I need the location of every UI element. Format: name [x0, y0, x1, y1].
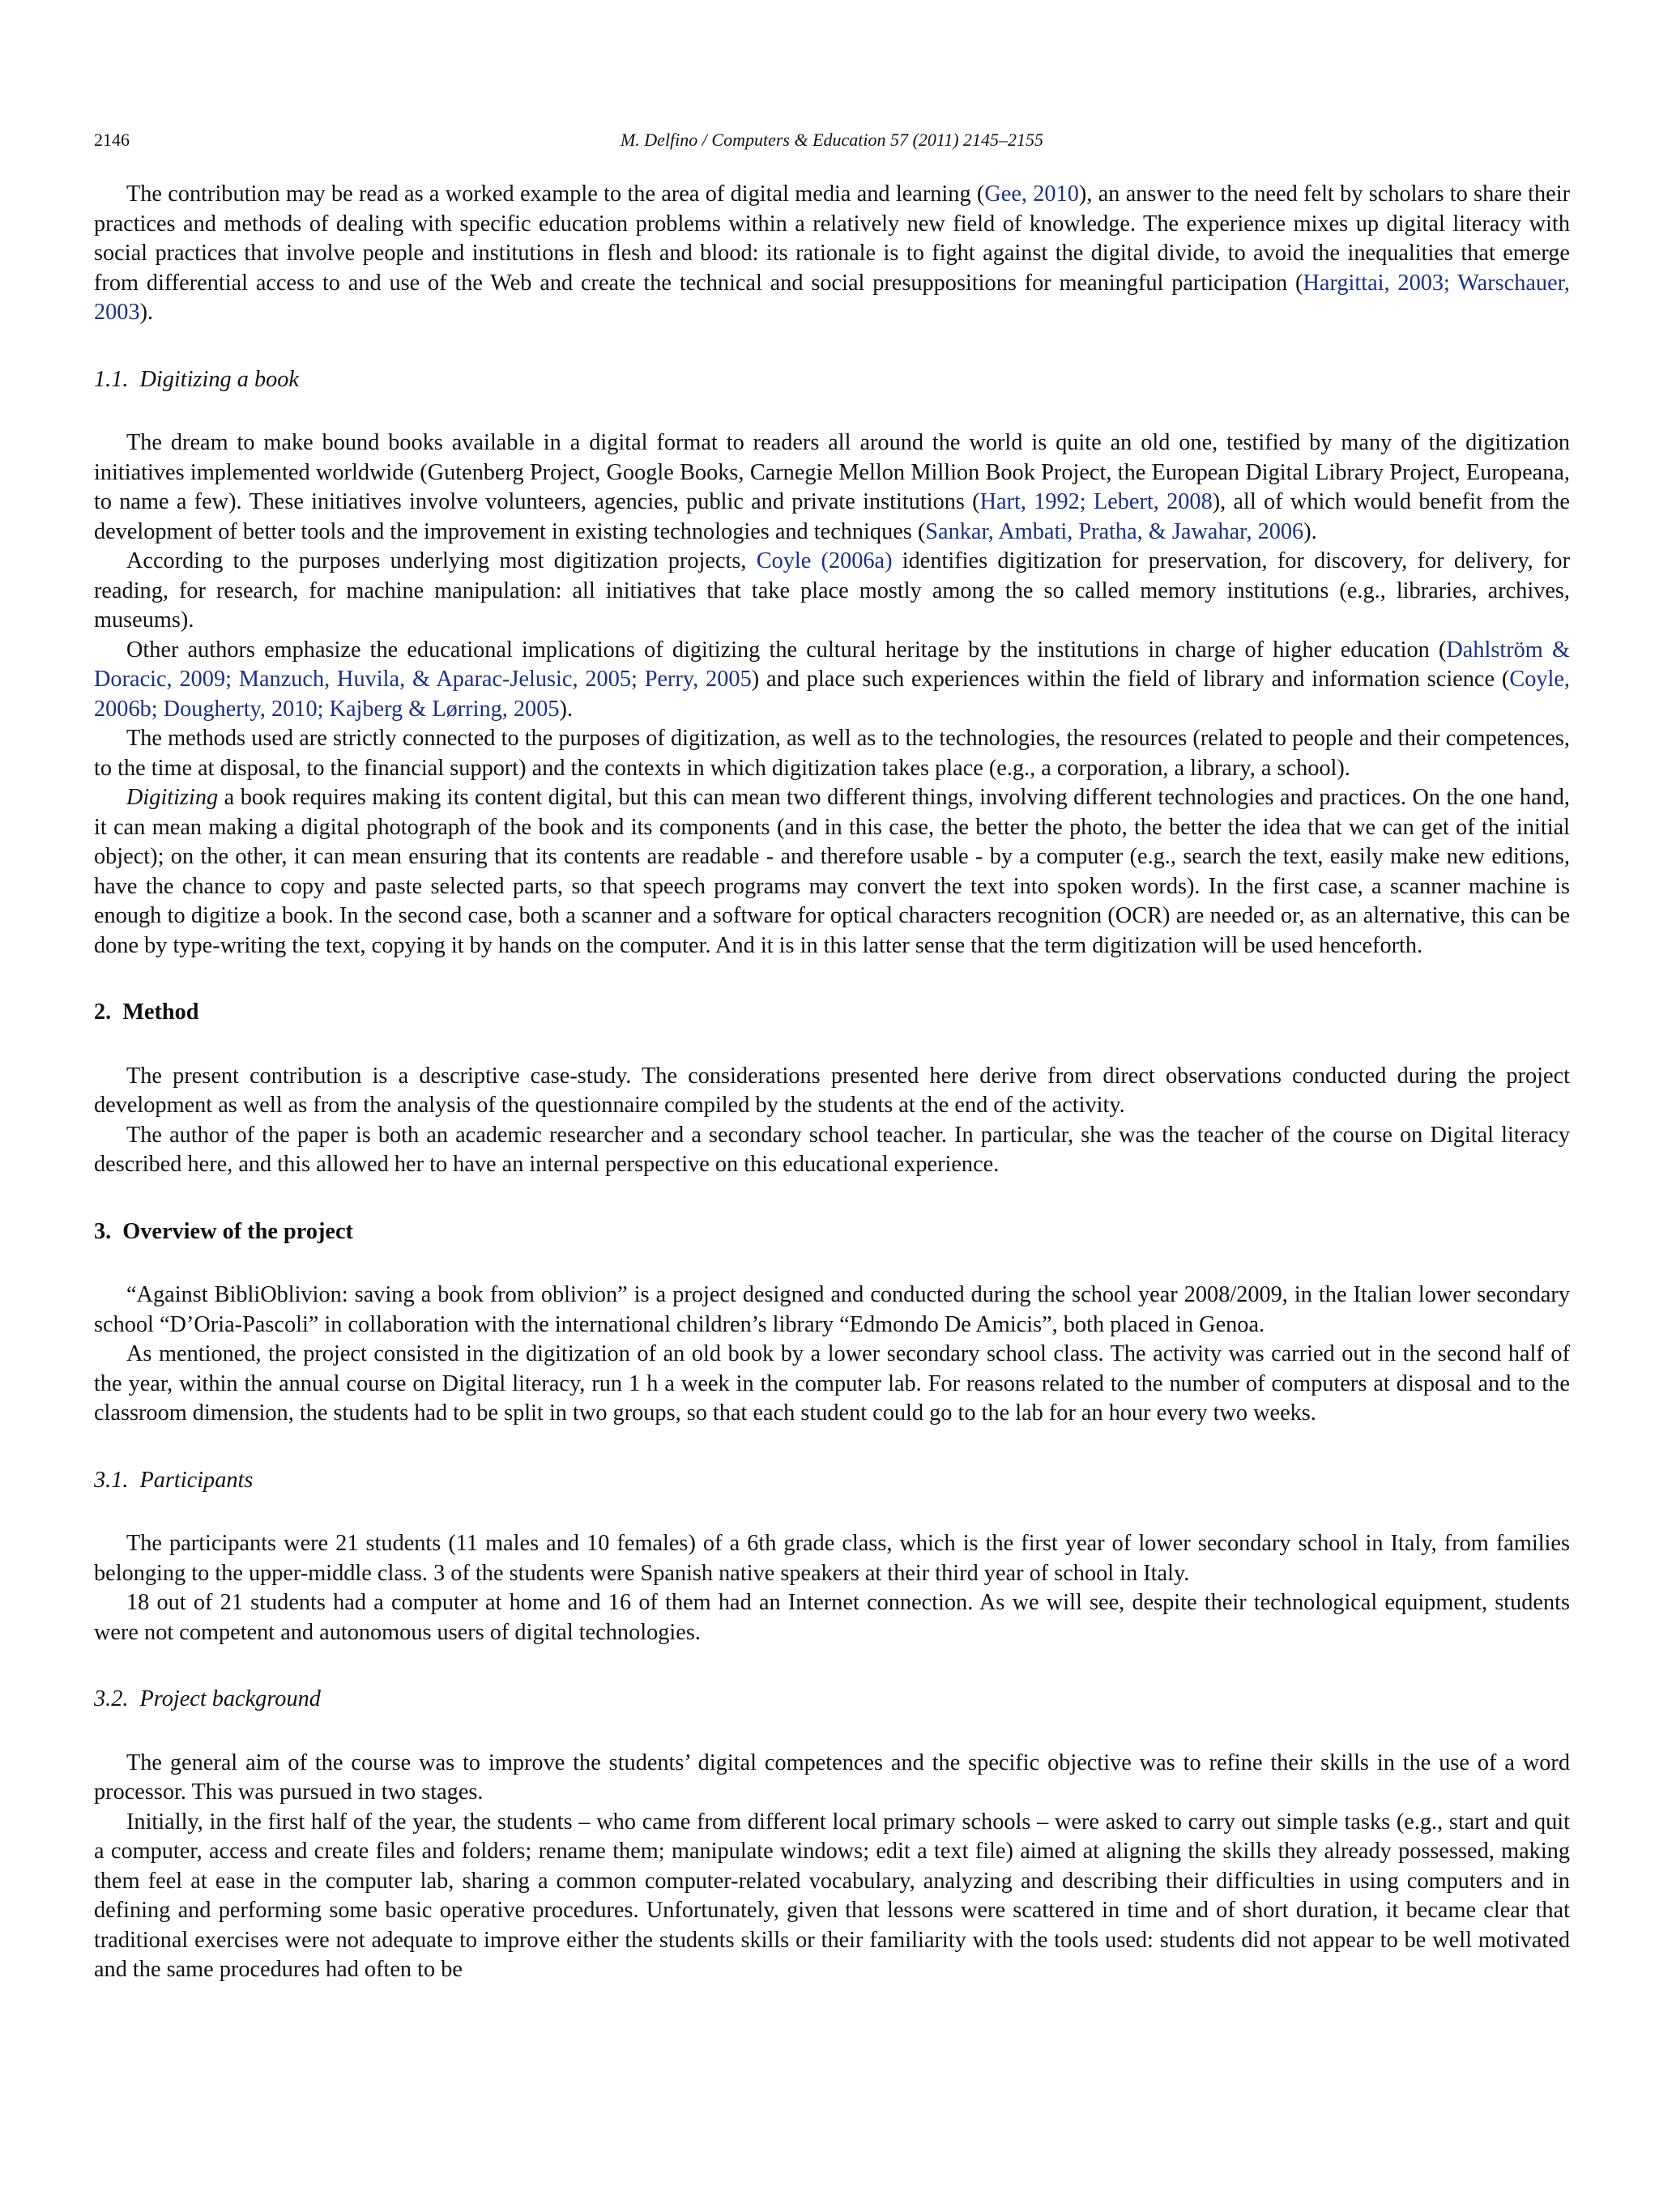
- citation-link[interactable]: Hargittai, 2003; Warschauer, 2003: [94, 270, 1570, 325]
- s3-2-paragraph-2: Initially, in the first half of the year, the students – who came from different local primary schools – were asked to carry out simple tasks (e.g., start and quit a computer, access and create files and folders; rename them; manipulate windows; edit a text file) aimed at aligning the skills they already possessed, making them feel at ease in the computer lab, sharing a common computer-related vocabulary, analyzing and describing their difficulties in using computers and in defining and performing some basic operative procedures. Unfortunately, given that lessons were scattered in time and of short duration, it became clear that traditional exercises were not adequate to improve either the students skills or their familiarity with the tools used: students did not appear to be well motivated and the same procedures had often to be: [94, 1809, 1570, 1982]
- s2-paragraph-2: The author of the paper is both an academic researcher and a secondary school teacher. In particular, she was the teacher of the course on Digital literacy described here, and this allowed her to have an internal perspective on this educational experience.: [94, 1122, 1570, 1177]
- citation-link[interactable]: Hart, 1992; Lebert, 2008: [979, 489, 1213, 514]
- s3-1-paragraph-2: 18 out of 21 students had a computer at home and 16 of them had an Internet connection. As we will see, despite their technological equipment, students were not competent and autonomous users of digital technologies.: [94, 1590, 1570, 1645]
- s3-paragraph-1: “Against BibliOblivion: saving a book from oblivion” is a project designed and conducted during the school year 2008/2009, in the Italian lower secondary school “D’Oria-Pascoli” in collaboration with the international children’s library “Edmondo De Amicis”, both placed in Genoa.: [94, 1282, 1570, 1337]
- section-heading-2: 2. Method: [94, 999, 199, 1025]
- s1-1-paragraph-2: According to the purposes underlying most digitization projects, Coyle (2006a) identifies digitization for preservation, for discovery, for delivery, for reading, for research, for machine manipulation: all initiatives that take place mostly among the so called memory institutions (e.g., libraries, archives, museums).: [94, 548, 1570, 633]
- citation-link[interactable]: Dahlström & Doracic, 2009; Manzuch, Huvila, & Aparac-Jelusic, 2005; Perry, 2005: [94, 637, 1570, 692]
- citation-link[interactable]: Sankar, Ambati, Pratha, & Jawahar, 2006: [925, 518, 1304, 544]
- subsection-heading-3-1: 3.1. Participants: [94, 1467, 254, 1493]
- article-body: [94, 180, 1570, 1985]
- s3-paragraph-2: As mentioned, the project consisted in the digitization of an old book by a lower secondary school class. The activity was carried out in the second half of the year, within the annual course on Digital literacy, run 1 h a week in the computer lab. For reasons related to the number of computers at disposal and to the classroom dimension, the students had to be split in two groups, so that each student could go to the lab for an hour every two weeks.: [94, 1341, 1570, 1426]
- s3-2-paragraph-1: The general aim of the course was to improve the students’ digital competences and the specific objective was to refine their skills in the use of a word processor. This was pursued in two stages.: [94, 1750, 1570, 1805]
- s1-1-paragraph-5: Digitizing a book requires making its content digital, but this can mean two different things, involving different technologies and practices. On the one hand, it can mean making a digital photograph of the book and its components (and in this case, the better the photo, the better the idea that we can get of the initial object); on the other, it can mean ensuring that its contents are readable - and therefore usable - by a computer (e.g., search the text, easily make new editions, have the chance to copy and paste selected parts, so that speech programs may convert the text into spoken words). In the first case, a scanner machine is enough to digitize a book. In the second case, both a scanner and a software for optical characters recognition (OCR) are needed or, as an alternative, this can be done by type-writing the text, copying it by hands on the computer. And it is in this latter sense that the term digitization will be used henceforth.: [94, 785, 1570, 958]
- section-heading-3: 3. Overview of the project: [94, 1218, 353, 1244]
- running-head: M. Delfino / Computers & Education 57 (2011) 2145–2155: [620, 130, 1044, 150]
- page-header: [94, 130, 1570, 159]
- subsection-heading-3-2: 3.2. Project background: [94, 1686, 321, 1711]
- subsection-heading-1-1: 1.1. Digitizing a book: [94, 366, 299, 392]
- citation-link[interactable]: Coyle, 2006b; Dougherty, 2010; Kajberg & Lørring, 2005: [94, 667, 1571, 722]
- s1-1-paragraph-3: Other authors emphasize the educational implications of digitizing the cultural heritage by the institutions in charge of higher education (Dahlström & Doracic, 2009; Manzuch, Huvila, & Aparac-Jelusic, 2005; Perry, 2005) and place such experiences within the field of library and information science (Coyle, 2006b; Dougherty, 2010; Kajberg & Lørring, 2005).: [94, 637, 1571, 722]
- s2-paragraph-1: The present contribution is a descriptive case-study. The considerations presented here derive from direct observations conducted during the project development as well as from the analysis of the questionnaire compiled by the students at the end of the activity.: [94, 1063, 1570, 1118]
- citation-link[interactable]: Gee, 2010: [984, 181, 1079, 207]
- citation-link[interactable]: Coyle (2006a): [756, 548, 893, 573]
- intro-paragraph-1: The contribution may be read as a worked example to the area of digital media and learning (Gee, 2010), an answer to the need felt by scholars to share their practices and methods of dealing with specific education problems within a relatively new field of knowledge. The experience mixes up digital literacy with social practices that involve people and institutions in flesh and blood: its rationale is to fight against the digital divide, to avoid the inequalities that emerge from differential access to and use of the Web and create the technical and social presuppositions for meaningful participation (Hargittai, 2003; Warschauer, 2003).: [94, 181, 1571, 325]
- page-number: 2146: [94, 130, 130, 150]
- s3-1-paragraph-1: The participants were 21 students (11 males and 10 females) of a 6th grade class, which is the first year of lower secondary school in Italy, from families belonging to the upper-middle class. 3 of the students were Spanish native speakers at their third year of school in Italy.: [94, 1531, 1570, 1586]
- s1-1-paragraph-4: The methods used are strictly connected to the purposes of digitization, as well as to the technologies, the resources (related to people and their competences, to the time at disposal, to the financial support) and the contexts in which digitization takes place (e.g., a corporation, a library, a school).: [94, 726, 1570, 781]
- s1-1-paragraph-1: The dream to make bound books available in a digital format to readers all around the world is quite an old one, testified by many of the digitization initiatives implemented worldwide (Gutenberg Project, Google Books, Carnegie Mellon Million Book Project, the European Digital Library Project, Europeana, to name a few). These initiatives involve volunteers, agencies, public and private institutions (Hart, 1992; Lebert, 2008), all of which would benefit from the development of better tools and the improvement in existing technologies and techniques (Sankar, Ambati, Pratha, & Jawahar, 2006).: [94, 430, 1570, 544]
